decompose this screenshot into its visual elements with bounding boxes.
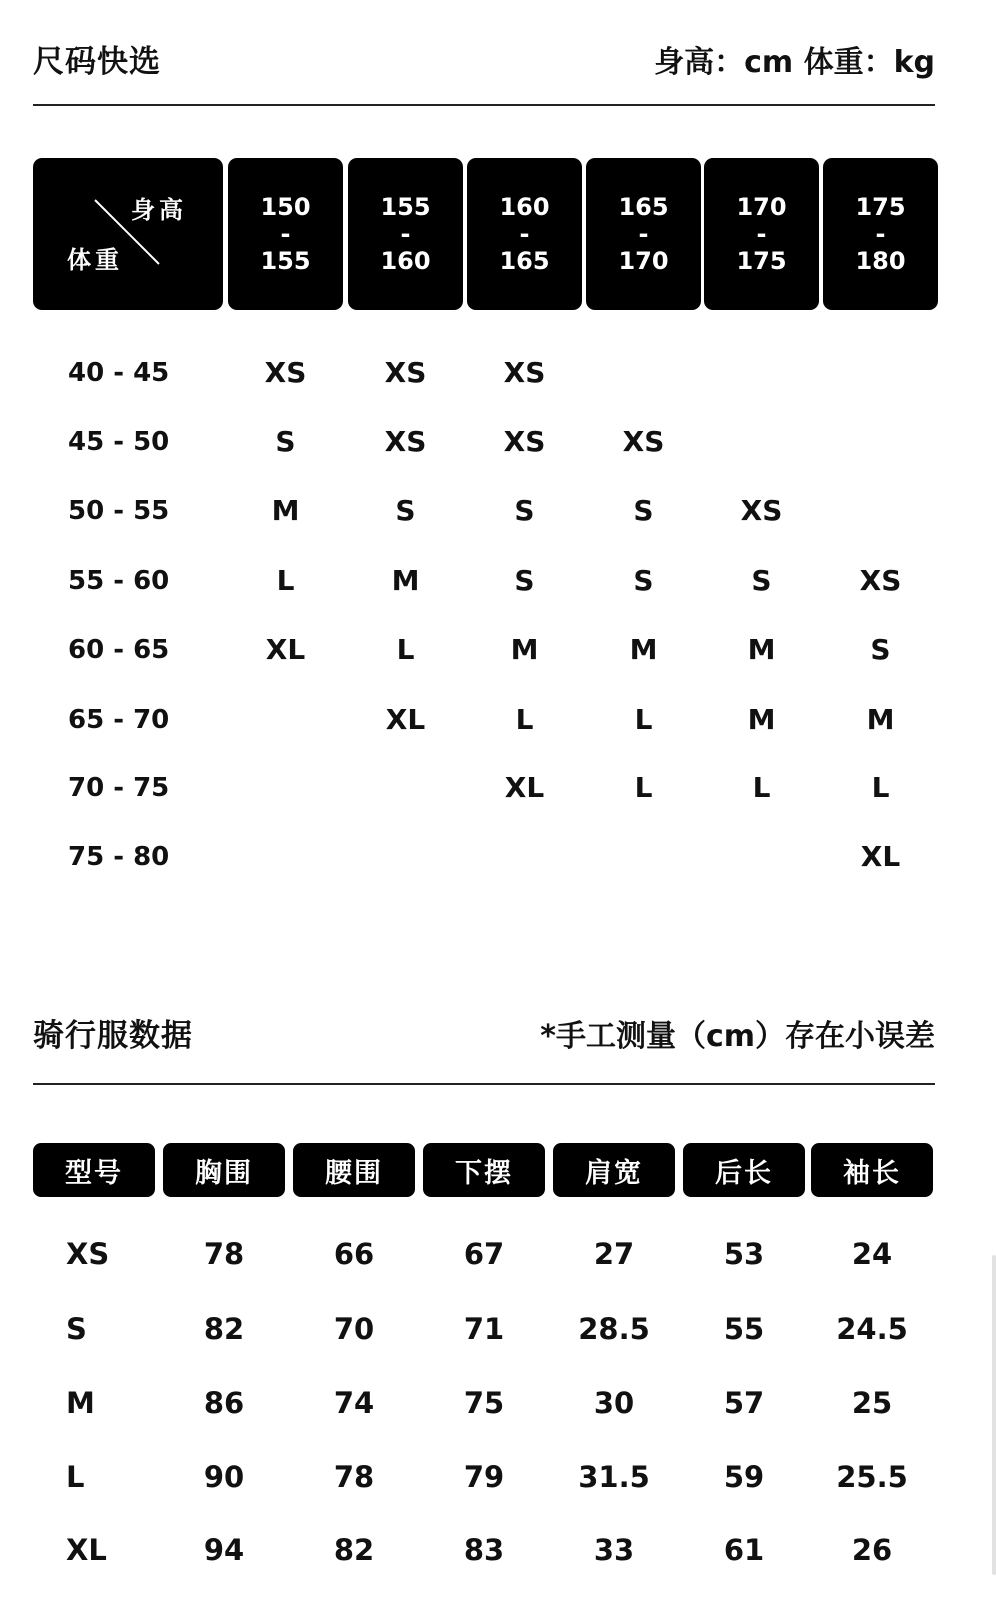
size-cell: XL [265, 633, 306, 666]
measurement-note: *手工测量（cm）存在小误差 [540, 1018, 935, 1054]
corner-height-label: 身高 [131, 196, 187, 224]
size-cell: M [271, 494, 300, 527]
divider [33, 104, 935, 106]
column-header: 型号 [33, 1143, 155, 1197]
height-range-dash: - [638, 219, 649, 248]
size-cell: M [391, 564, 420, 597]
measurement-cell: 82 [203, 1312, 245, 1346]
height-range-header [704, 158, 819, 310]
divider [33, 1083, 935, 1085]
weight-range-label: 70 - 75 [68, 773, 170, 803]
measurement-cell: 74 [333, 1386, 375, 1420]
scrollbar[interactable] [992, 1255, 996, 1575]
height-range-dash: - [400, 219, 411, 248]
size-label: L [66, 1460, 85, 1494]
size-cell: XS [384, 356, 427, 389]
measurement-cell: 55 [723, 1312, 765, 1346]
measurement-cell: 25.5 [836, 1460, 908, 1494]
measurement-cell: 94 [203, 1533, 245, 1567]
size-label: XL [66, 1533, 107, 1567]
size-cell: XL [385, 703, 426, 736]
height-range-bottom: 170 [618, 246, 669, 275]
garment-data-header [33, 1010, 935, 1055]
size-cell: M [866, 703, 895, 736]
measurement-cell: 90 [203, 1460, 245, 1494]
column-header: 下摆 [423, 1143, 545, 1197]
size-cell: XS [740, 494, 783, 527]
size-cell: M [747, 703, 776, 736]
column-header: 肩宽 [553, 1143, 675, 1197]
size-cell: L [276, 564, 295, 597]
measurement-cell: 57 [723, 1386, 765, 1420]
column-header: 胸围 [163, 1143, 285, 1197]
height-range-top: 155 [380, 192, 431, 221]
weight-range-label: 50 - 55 [68, 496, 170, 526]
corner-header-cell [33, 158, 223, 310]
size-cell: L [871, 771, 890, 804]
height-range-header [586, 158, 701, 310]
measurement-cell: 26 [851, 1533, 893, 1567]
size-cell: XS [622, 425, 665, 458]
size-label: S [66, 1312, 87, 1346]
measurement-cell: 82 [333, 1533, 375, 1567]
column-header: 袖长 [811, 1143, 933, 1197]
weight-range-label: 75 - 80 [68, 842, 170, 872]
measurement-cell: 25 [851, 1386, 893, 1420]
size-cell: M [629, 633, 658, 666]
height-range-top: 170 [736, 192, 787, 221]
measurement-cell: 30 [593, 1386, 635, 1420]
size-cell: XS [503, 425, 546, 458]
height-range-dash: - [280, 219, 291, 248]
quick-select-title: 尺码快选 [33, 44, 161, 80]
measurement-cell: 83 [463, 1533, 505, 1567]
height-range-bottom: 160 [380, 246, 431, 275]
size-cell: M [747, 633, 776, 666]
size-cell: L [396, 633, 415, 666]
size-cell: S [514, 494, 535, 527]
size-cell: XS [264, 356, 307, 389]
units-note: 身高：cm 体重：kg [654, 44, 935, 80]
size-cell: XS [384, 425, 427, 458]
measurement-cell: 78 [203, 1237, 245, 1271]
size-cell: S [751, 564, 772, 597]
size-cell: M [510, 633, 539, 666]
size-cell: L [752, 771, 771, 804]
weight-range-label: 55 - 60 [68, 566, 170, 596]
size-cell: L [634, 703, 653, 736]
measurement-cell: 86 [203, 1386, 245, 1420]
weight-range-label: 65 - 70 [68, 705, 170, 735]
measurement-cell: 53 [723, 1237, 765, 1271]
height-range-bottom: 155 [260, 246, 311, 275]
measurement-cell: 27 [593, 1237, 635, 1271]
height-range-header [823, 158, 938, 310]
height-range-top: 160 [499, 192, 550, 221]
size-label: XS [66, 1237, 110, 1271]
column-header: 腰围 [293, 1143, 415, 1197]
height-range-dash: - [519, 219, 530, 248]
size-cell: S [870, 633, 891, 666]
size-cell: L [515, 703, 534, 736]
measurement-cell: 66 [333, 1237, 375, 1271]
corner-weight-label: 体重 [67, 246, 123, 274]
height-range-bottom: 175 [736, 246, 787, 275]
height-range-header [348, 158, 463, 310]
size-cell: S [395, 494, 416, 527]
measurement-cell: 61 [723, 1533, 765, 1567]
measurement-cell: 59 [723, 1460, 765, 1494]
weight-range-label: 60 - 65 [68, 635, 170, 665]
measurement-cell: 31.5 [578, 1460, 650, 1494]
measurement-cell: 78 [333, 1460, 375, 1494]
size-cell: XL [860, 840, 901, 873]
measurement-cell: 75 [463, 1386, 505, 1420]
height-range-top: 175 [855, 192, 906, 221]
measurement-cell: 70 [333, 1312, 375, 1346]
height-range-top: 150 [260, 192, 311, 221]
measurement-cell: 67 [463, 1237, 505, 1271]
garment-data-title: 骑行服数据 [33, 1018, 193, 1054]
size-cell: L [634, 771, 653, 804]
height-range-header [467, 158, 582, 310]
height-range-header [228, 158, 343, 310]
measurement-cell: 24.5 [836, 1312, 908, 1346]
size-cell: XS [859, 564, 902, 597]
size-cell: XS [503, 356, 546, 389]
measurement-cell: 28.5 [578, 1312, 650, 1346]
measurement-cell: 33 [593, 1533, 635, 1567]
weight-range-label: 40 - 45 [68, 358, 170, 388]
size-cell: S [633, 494, 654, 527]
height-range-dash: - [756, 219, 767, 248]
height-range-dash: - [875, 219, 886, 248]
measurement-cell: 24 [851, 1237, 893, 1271]
size-cell: S [633, 564, 654, 597]
measurement-cell: 79 [463, 1460, 505, 1494]
size-label: M [66, 1386, 95, 1420]
height-range-bottom: 180 [855, 246, 906, 275]
column-header: 后长 [683, 1143, 805, 1197]
size-cell: S [514, 564, 535, 597]
size-cell: S [275, 425, 296, 458]
quick-select-header [33, 36, 935, 81]
measurement-cell: 71 [463, 1312, 505, 1346]
size-cell: XL [504, 771, 545, 804]
height-range-bottom: 165 [499, 246, 550, 275]
diagonal-line-icon [33, 158, 223, 310]
weight-range-label: 45 - 50 [68, 427, 170, 457]
height-range-top: 165 [618, 192, 669, 221]
